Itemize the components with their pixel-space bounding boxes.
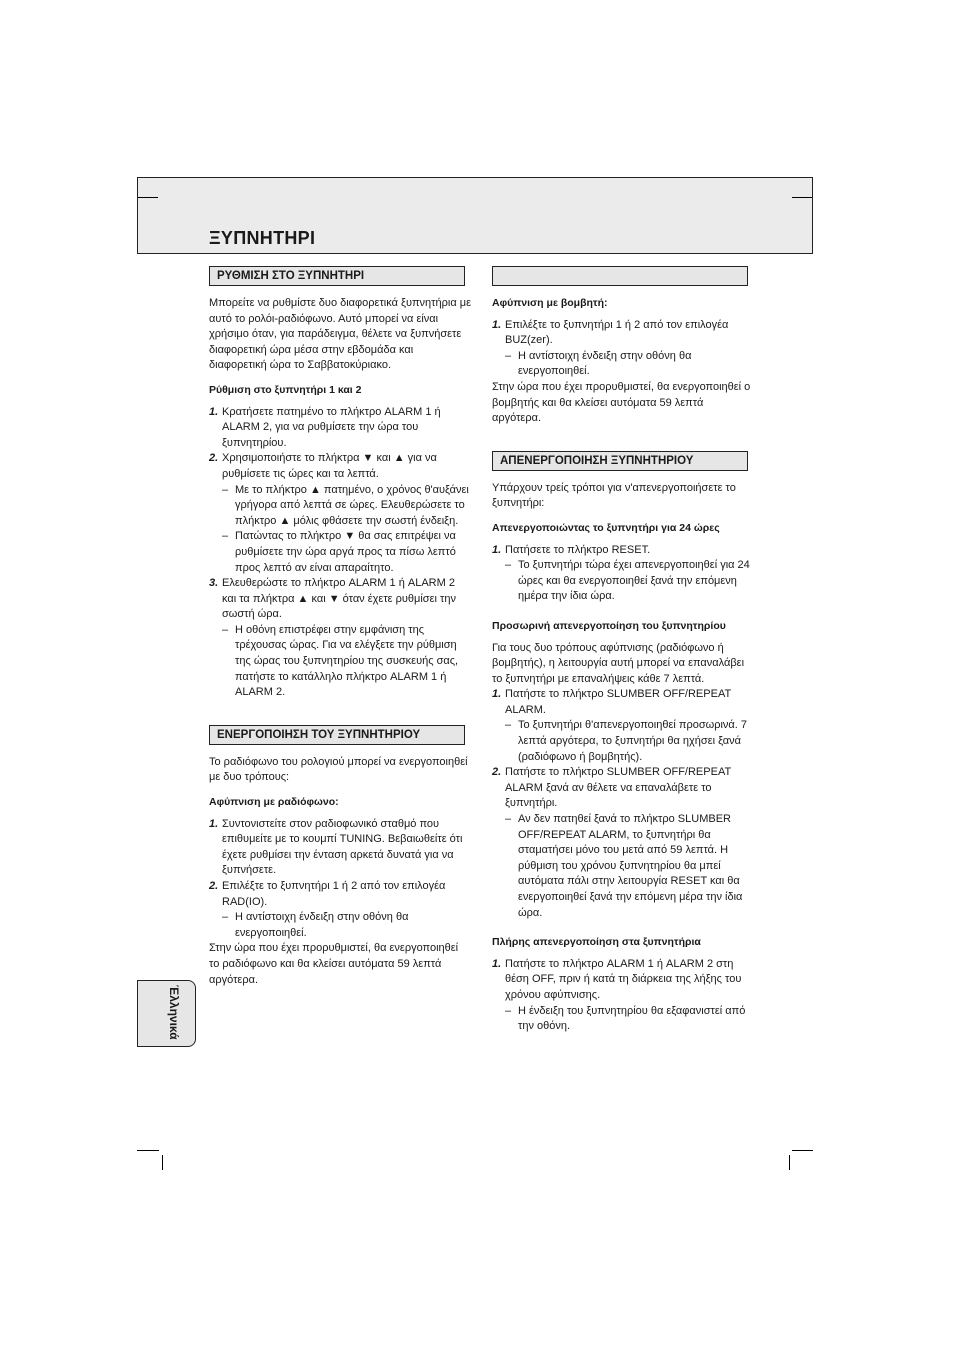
sub-item xyxy=(209,529,471,576)
sub-item xyxy=(492,812,754,921)
dash-bullet: – xyxy=(505,1004,512,1017)
step-text: Συντονιστείτε στον ραδιοφωνικό σταθμό που επιθυμείτε με το κουμπί TUNING. Βεβαιωθείτε ότι έχετε ρυθμίσει την ένταση αρκετά δυνατά για να ξυπνήσετε. xyxy=(222,817,463,877)
list-item xyxy=(209,451,471,482)
spacer xyxy=(492,921,754,929)
sub-item xyxy=(492,718,754,765)
sub-item-text: Η αντίστοιχη ένδειξη στην οθόνη θα ενεργοποιηθεί. xyxy=(518,349,692,378)
sub-item-text: Η αντίστοιχη ένδειξη στην οθόνη θα ενεργοποιηθεί. xyxy=(235,911,409,939)
subheading: Αφύπνιση με βομβητή: xyxy=(492,297,608,309)
sub-item xyxy=(492,558,754,605)
section-heading-alarm-setting: ΡΥΘΜΙΣΗ ΣΤΟ ΞΥΠΝΗΤΗΡΙ xyxy=(209,266,465,286)
step-number: 1. xyxy=(492,957,502,970)
list-item xyxy=(492,543,754,559)
subheading: Αφύπνιση με ραδιόφωνο: xyxy=(209,796,339,809)
step-text: Κρατήσετε πατημένο το πλήκτρο ALARM 1 ή ALARM 2, για να ρυθμίσετε την ώρα του ξυπνητηρίου. xyxy=(222,405,441,449)
step-number: 2. xyxy=(492,766,502,779)
subheading: Πλήρης απενεργοποίηση στα ξυπνητήρια xyxy=(492,936,701,949)
left-column xyxy=(209,266,471,988)
sub-item-text: Η οθόνη επιστρέφει στην εμφάνιση της τρέχουσας ώρας. Για να ελέγξετε την ρύθμιση της ώρας του ξυπνητηρίου της συσκευής σας, πατήστε το κατάλληλο πλήκτρο ALARM 1 ή ALARM 2. xyxy=(235,623,459,699)
paragraph: Υπάρχουν τρείς τρόποι για ν'απενεργοποιήσετε το ξυπνητήρι: xyxy=(492,481,736,510)
list-item xyxy=(492,687,754,718)
dash-bullet: – xyxy=(222,483,229,496)
paragraph: Μπορείτε να ρυθμίστε δυο διαφορετικά ξυπνητήρια με αυτό το ρολόι-ραδιόφωνο. Αυτό μπορεί να είναι χρήσιμο όταν, για παράδειγμα, θέλετε να ξυπνήσετε διαφορετική ώρα μέσα στην εβδομάδα και διαφορετική ώρα το Σαββατοκύριακο. xyxy=(209,297,471,372)
sub-item xyxy=(209,483,471,530)
paragraph: Στην ώρα που έχει προρυθμιστεί, θα ενεργοποιηθεί το ραδιόφωνο και θα κλείσει αυτόματα 59 λεπτά αργότερα. xyxy=(209,942,459,986)
dash-bullet: – xyxy=(505,349,512,362)
step-text: Πατήστε το πλήκτρο ALARM 1 ή ALARM 2 στη θέση OFF, πριν ή κατά τη διάρκεια της λήξης του χρόνου αφύπνισης. xyxy=(505,957,742,1001)
list-item xyxy=(209,576,471,623)
crop-mark xyxy=(162,1155,163,1170)
step-number: 1. xyxy=(492,318,502,331)
step-text: Επιλέξτε το ξυπνητήρι 1 ή 2 από τον επιλογέα BUZ(zer). xyxy=(505,318,729,347)
step-number: 1. xyxy=(492,543,502,556)
paragraph: Στην ώρα που έχει προρυθμιστεί, θα ενεργοποιηθεί ο βομβητής και θα κλείσει αυτόματα 59 λεπτά αργότερα. xyxy=(492,380,751,425)
dash-bullet: – xyxy=(505,813,512,826)
step-text: Επιλέξτε το ξυπνητήρι 1 ή 2 από τον επιλογέα RAD(IO). xyxy=(222,880,446,908)
crop-mark xyxy=(137,1150,159,1151)
step-number: 2. xyxy=(209,880,219,892)
dash-bullet: – xyxy=(222,530,229,543)
spacer xyxy=(492,427,754,451)
sub-item xyxy=(209,623,471,701)
step-number: 3. xyxy=(209,577,219,590)
step-number: 1. xyxy=(492,688,502,701)
step-text: Πατήστε το πλήκτρο SLUMBER OFF/REPEAT ALARM. xyxy=(505,688,731,716)
step-text: Πατήσετε το πλήκτρο RESET. xyxy=(505,543,651,556)
sub-item-text: Με το πλήκτρο ▲ πατημένο, ο χρόνος θ'αυξάνει γρήγορα από λεπτά σε ώρες. Ελευθερώσετε το πλήκτρο ▲ μόλις φθάσετε την σωστή ένδειξη. xyxy=(235,483,469,527)
sub-item xyxy=(492,349,754,380)
list-item xyxy=(209,879,471,910)
section-heading-empty xyxy=(492,266,748,286)
language-tab-label: Έλληνικά xyxy=(167,985,181,1040)
step-number: 1. xyxy=(209,817,219,830)
right-column xyxy=(492,266,754,1035)
page-title: ΞΥΠΝΗΤΗΡΙ xyxy=(209,228,316,248)
paragraph: Το ραδιόφωνο του ρολογιού μπορεί να ενεργοποιηθεί με δυο τρόπους: xyxy=(209,755,468,784)
sub-item xyxy=(492,1004,754,1035)
spacer xyxy=(209,701,471,725)
crop-mark xyxy=(792,1150,813,1151)
crop-mark xyxy=(789,1155,790,1170)
section-heading-alarm-deactivation: ΑΠΕΝΕΡΓΟΠΟΙΗΣΗ ΞΥΠΝΗΤΗΡΙΟΥ xyxy=(492,451,748,471)
step-text: Ελευθερώστε το πλήκτρο ALARM 1 ή ALARM 2 και τα πλήκτρα ▲ και ▼ όταν έχετε ρυθμίσει την σωστή ώρα. xyxy=(222,577,456,621)
step-number: 2. xyxy=(209,452,219,465)
list-item xyxy=(492,957,754,1004)
section-heading-alarm-activation: ΕΝΕΡΓΟΠΟΙΗΣΗ ΤΟΥ ΞΥΠΝΗΤΗΡΙΟΥ xyxy=(209,725,465,745)
sub-item-text: Αν δεν πατηθεί ξανά το πλήκτρο SLUMBER OFF/REPEAT ALARM, το ξυπνητήρι θα σταματήσει μόνο του μετά από 59 λεπτά. Η ρύθμιση του χρόνου ξυπνητηρίου θα μπεί αυτόματα πάλι στην λειτουργία RESET και θα ενεργοποιηθεί ξανά την επόμενη μέρα την ίδια ώρα. xyxy=(518,813,743,919)
subheading: Απενεργοποιώντας το ξυπνητήρι για 24 ώρες xyxy=(492,521,720,534)
dash-bullet: – xyxy=(505,719,512,732)
list-item xyxy=(209,817,471,879)
step-text: Χρησιμοποιήστε το πλήκτρα ▼ και ▲ για να ρυθμίσετε τις ώρες και τα λεπτά. xyxy=(222,452,437,480)
dash-bullet: – xyxy=(222,623,229,636)
crop-mark xyxy=(138,197,158,198)
sub-item-text: Η ένδειξη του ξυπνητηρίου θα εξαφανιστεί από την οθόνη. xyxy=(518,1004,746,1033)
paragraph: Για τους δυο τρόπους αφύπνισης (ραδιόφωνο ή βομβητής), η λειτουργία αυτή μπορεί να επαναλάβει το ξυπνητήρι με επαναλήψεις κάθε 7 λεπτά. xyxy=(492,641,745,685)
step-number: 1. xyxy=(209,405,219,418)
list-item xyxy=(209,405,471,452)
list-item xyxy=(492,318,754,349)
list-item xyxy=(492,765,754,812)
dash-bullet: – xyxy=(222,911,229,924)
spacer xyxy=(492,605,754,613)
sub-item-text: Το ξυπνητήρι τώρα έχει απενεργοποιηθεί για 24 ώρες και θα ενεργοποιηθεί ξανά την επόμενη ημέρα την ίδια ώρα. xyxy=(518,559,750,603)
sub-item-text: Το ξυπνητήρι θ'απενεργοποιηθεί προσωρινά. 7 λεπτά αργότερα, το ξυπνητήρι θα ηχήσει ξανά (ραδιόφωνο ή βομβητής). xyxy=(518,719,748,763)
subheading: Προσωρινή απενεργοποίηση του ξυπνητηρίου xyxy=(492,619,726,632)
sub-item-text: Πατώντας το πλήκτρο ▼ θα σας επιτρέψει να ρυθμίσετε την ώρα αργά προς τα πίσω λεπτό προς λεπτό αν είναι απαραίτητο. xyxy=(235,530,456,574)
subheading: Ρύθμιση στο ξυπνητήρι 1 και 2 xyxy=(209,383,362,396)
sub-item xyxy=(209,910,471,941)
crop-mark xyxy=(792,197,812,198)
step-text: Πατήστε το πλήκτρο SLUMBER OFF/REPEAT ALARM ξανά αν θέλετε να επαναλάβετε το ξυπνητήρι. xyxy=(505,766,731,810)
dash-bullet: – xyxy=(505,559,512,572)
